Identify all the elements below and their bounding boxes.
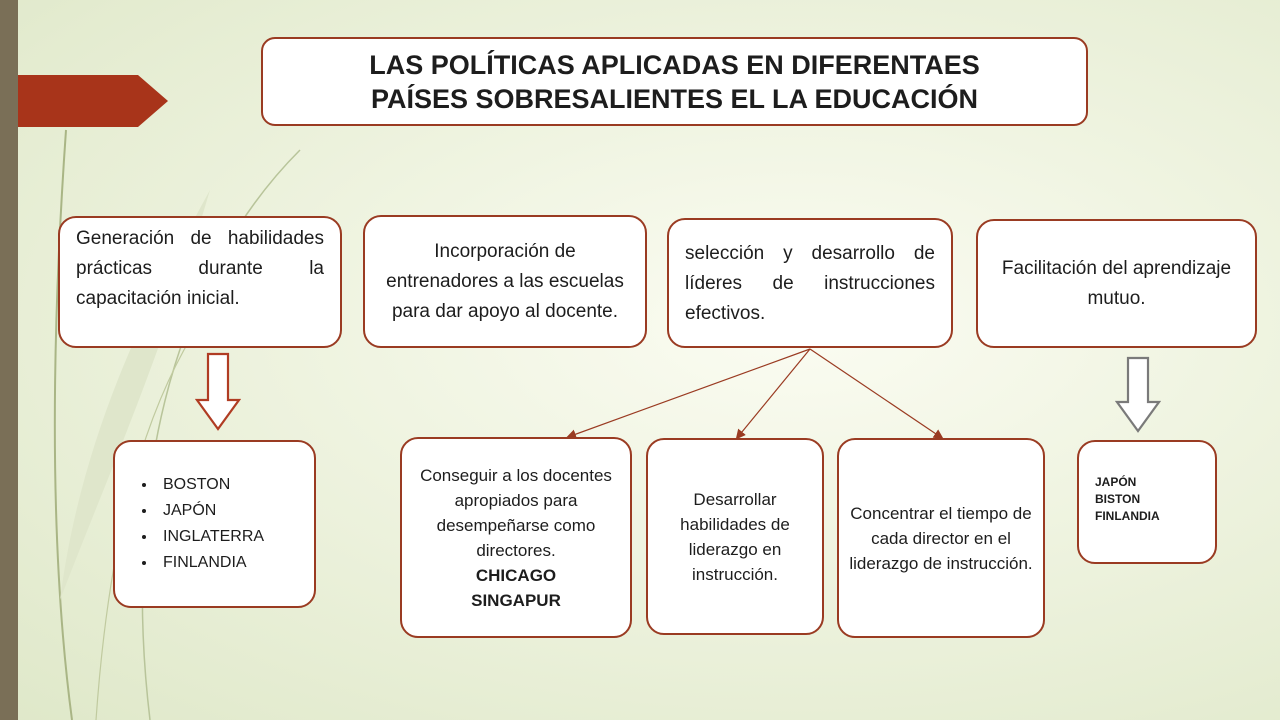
leadership-city: SINGAPUR — [471, 590, 561, 610]
countries-practical-box — [113, 440, 316, 608]
leadership-box-select-directors — [400, 437, 632, 638]
policy-box-practical-skills: Generación de habilidades prácticas durante la capacitación inicial. — [58, 216, 342, 348]
leadership-box-develop-skills — [646, 438, 824, 635]
countries-mutual-box — [1077, 440, 1217, 564]
policy-box-leaders: selección y desarrollo de líderes de instrucciones efectivos. — [667, 218, 953, 348]
policy-box-trainers: Incorporación de entrenadores a las escuelas para dar apoyo al docente. — [363, 215, 647, 348]
leadership-box-director-time — [837, 438, 1045, 638]
leadership-text: Concentrar el tiempo de cada director en el liderazgo de instrucción. — [849, 503, 1033, 573]
leadership-text: Desarrollar habilidades de liderazgo en instrucción. — [680, 489, 790, 584]
list-item: • INGLATERRA — [157, 524, 264, 550]
country-label: JAPÓN — [1095, 475, 1137, 489]
country-label: BISTON — [1095, 492, 1141, 506]
policy-box-mutual-learning: Facilitación del aprendizaje mutuo. — [976, 219, 1257, 348]
list-item: • BOSTON — [157, 472, 264, 498]
title-line-2: PAÍSES SOBRESALIENTES EL LA EDUCACIÓN — [370, 83, 979, 114]
list-item: • FINLANDIA — [157, 550, 264, 576]
leadership-text: Conseguir a los docentes apropiados para desempeñarse como directores. — [420, 465, 612, 560]
leadership-city: CHICAGO — [475, 565, 557, 585]
list-item: • JAPÓN — [157, 498, 264, 524]
country-label: FINLANDIA — [1095, 509, 1160, 523]
countries-practical-list — [133, 472, 264, 576]
title-line-1: LAS POLÍTICAS APLICADAS EN DIFERENTAES — [369, 49, 980, 80]
